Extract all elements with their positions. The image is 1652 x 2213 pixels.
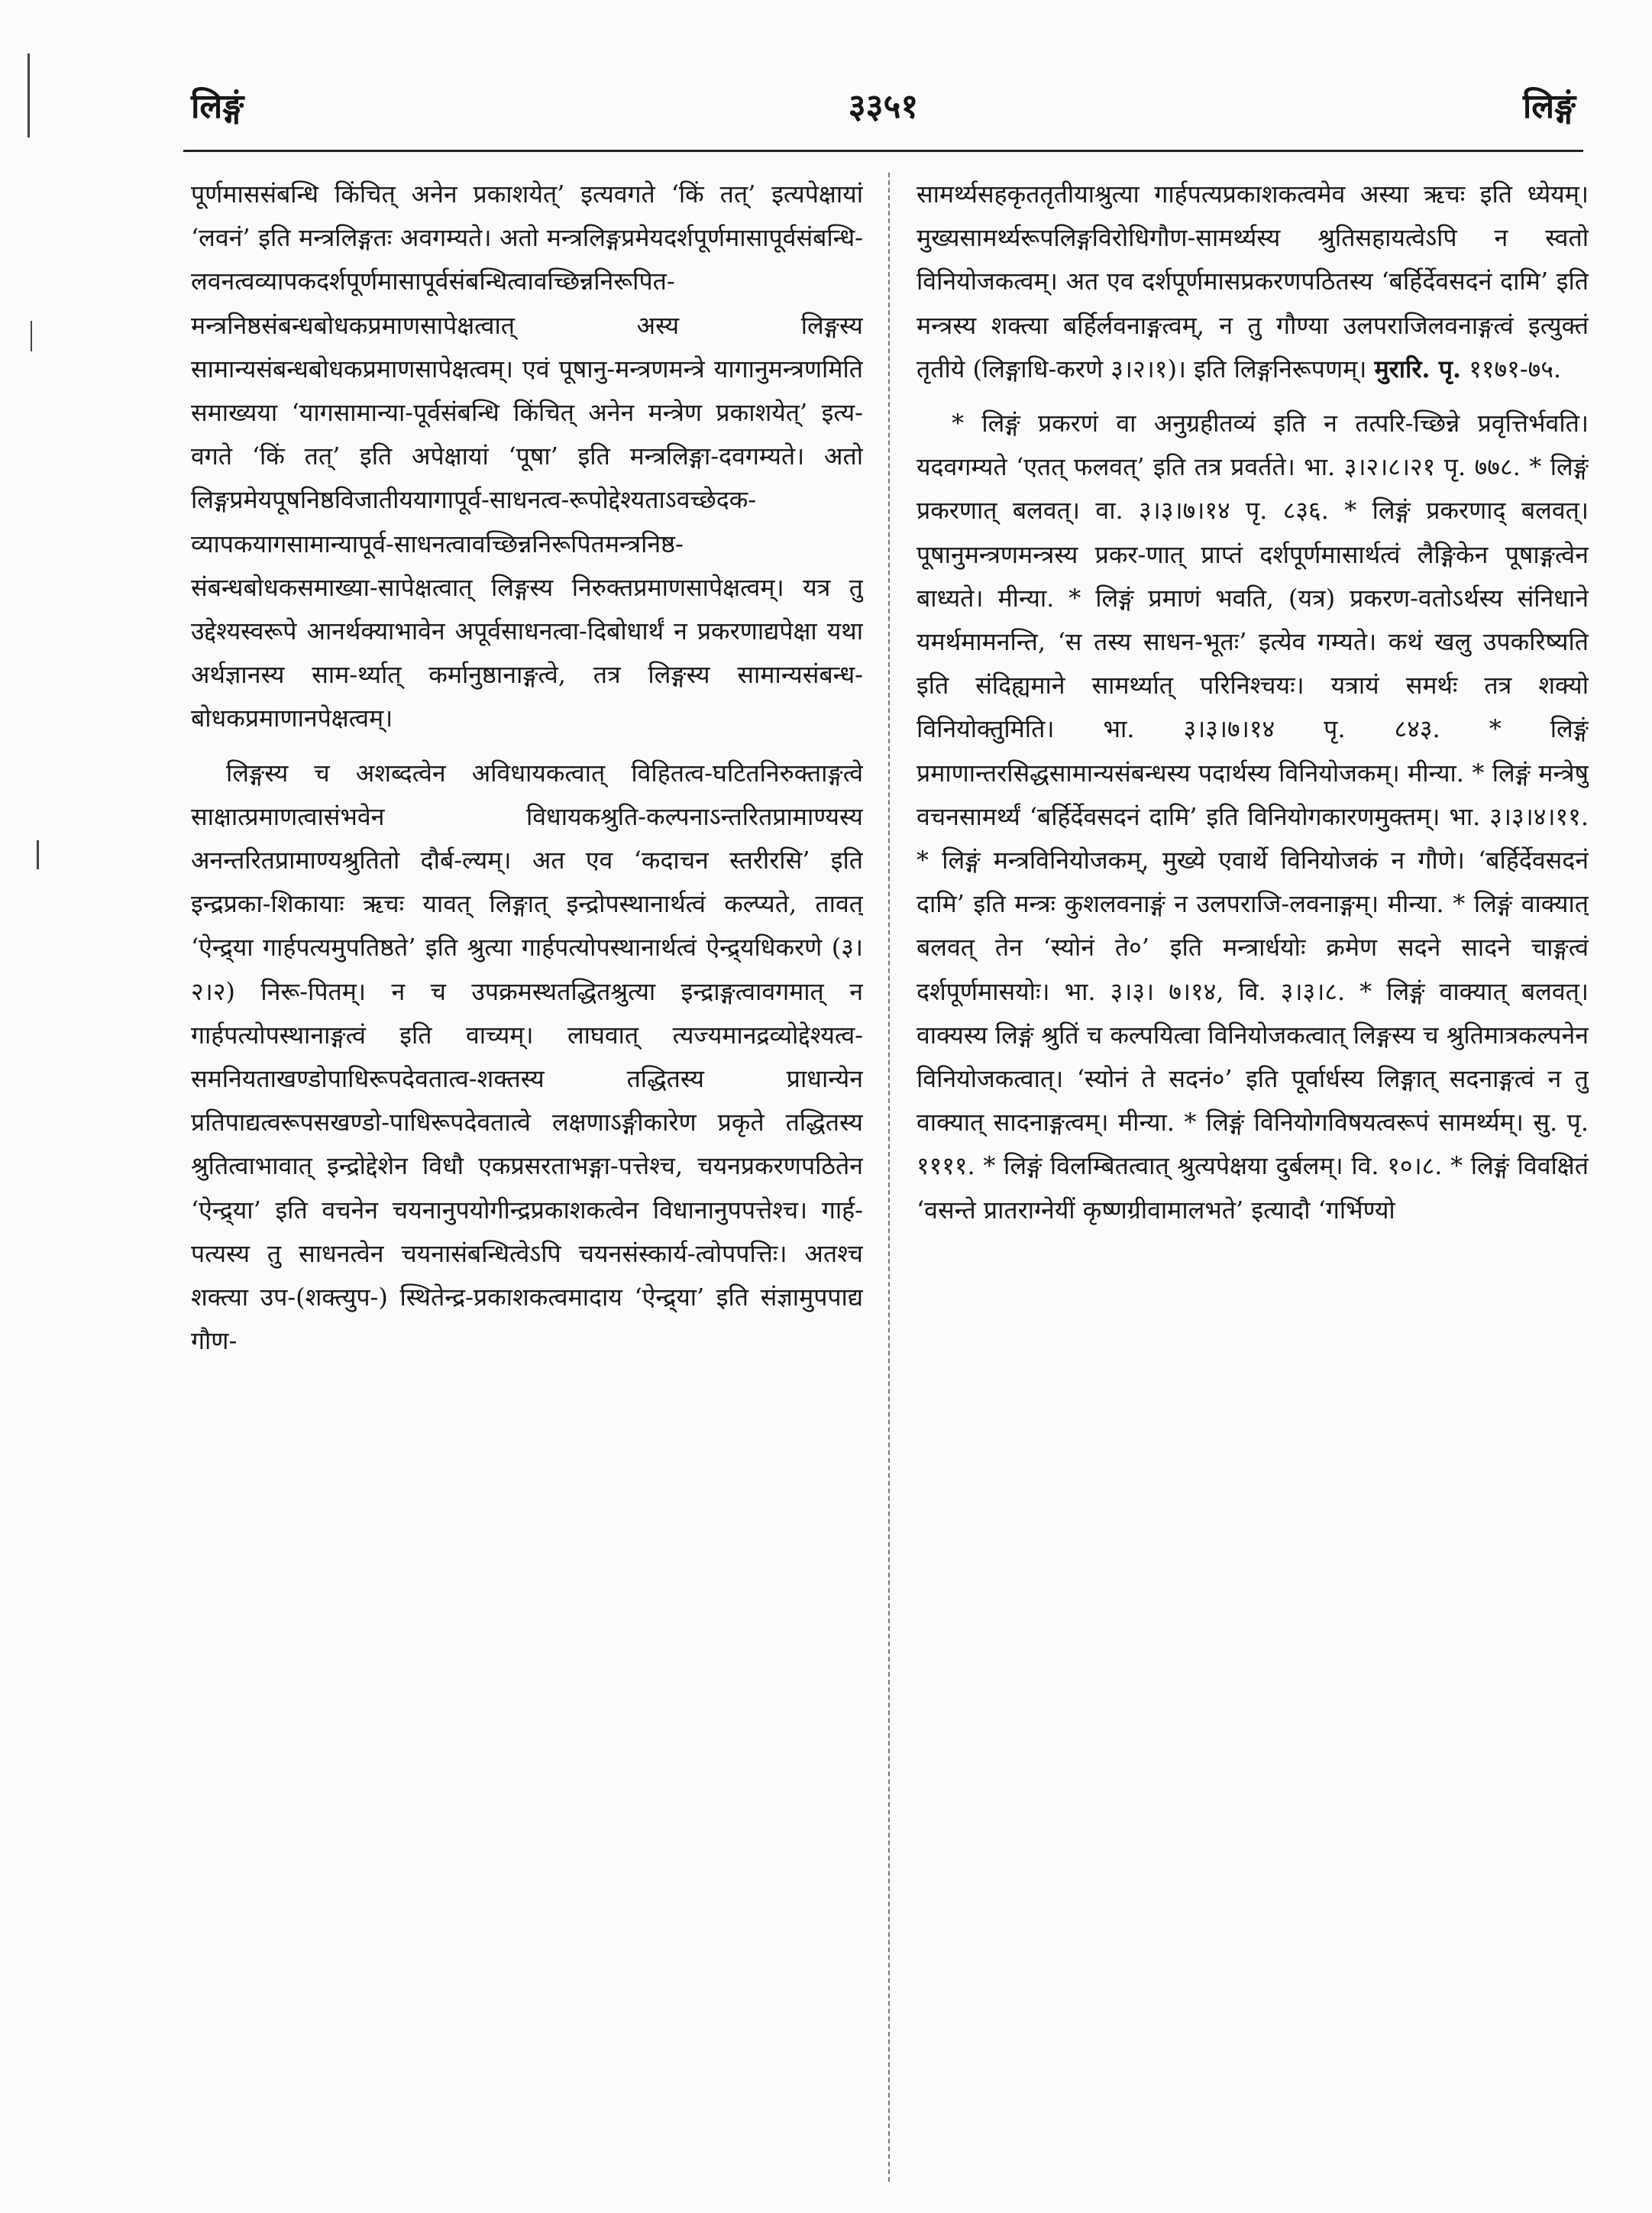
header-keyword-right: लिङ्गं	[1522, 87, 1576, 126]
scan-edge-mark-top	[27, 53, 30, 138]
right-paragraph-1	[917, 173, 1589, 391]
page-number: ३३५१	[848, 87, 919, 126]
right-paragraph-1-text: सामर्थ्यसहकृततृतीयाश्रुत्या गार्हपत्यप्रकाशकत्वमेव अस्या ऋचः इति ध्येयम्। मुख्यसामर्थ्यरूपलिङ्गविरोधिगौण-सामर्थ्यस्य श्रुतिसहायत्वेऽपि न स्वतो विनियोजकत्वम्। अत एव दर्शपूर्णमासप्रकरणपठितस्य ‘बर्हिर्देवसदनं दामि’ इति मन्त्रस्य शक्त्या बर्हिर्लवनाङ्गत्वम्, न तु गौण्या उलपराजिलवनाङ्गत्वं इत्युक्तं तृतीये (लिङ्गाधि-करणे ३।२।१)। इति लिङ्गनिरूपणम्।	[917, 180, 1589, 383]
header-keyword-left: लिङ्गं	[191, 87, 244, 126]
left-paragraph-2: लिङ्गस्य च अशब्दत्वेन अविधायकत्वात् विहितत्व-घटितनिरुक्ताङ्गत्वे साक्षात्प्रमाणत्वासंभवेन विधायकश्रुति-कल्पनाऽन्तरितप्रामाण्यस्य अनन्तरितप्रामाण्यश्रुतितो दौर्ब-ल्यम्। अत एव ‘कदाचन स्तरीरसि’ इति इन्द्रप्रका-शिकायाः ऋचः यावत् लिङ्गात् इन्द्रोपस्थानार्थत्वं कल्प्यते, तावत् ‘ऐन्द्र्या गार्हपत्यमुपतिष्ठते’ इति श्रुत्या गार्हपत्योपस्थानार्थत्वं ऐन्द्र्यधिकरणे (३।२।२) निरू-पितम्। न च उपक्रमस्थतद्धितश्रुत्या इन्द्राङ्गत्वावगमात् न गार्हपत्योपस्थानाङ्गत्वं इति वाच्यम्। लाघवात् त्यज्यमानद्रव्योद्देश्यत्व-समनियताखण्डोपाधिरूपदेवतात्व-शक्तस्य तद्धितस्य प्राधान्येन प्रतिपाद्यत्वरूपसखण्डो-पाधिरूपदेवतात्वे लक्षणाऽङ्गीकारेण प्रकृते तद्धितस्य श्रुतित्वाभावात् इन्द्रोद्देशेन विधौ एकप्रसरताभङ्गा-पत्तेश्च, चयनप्रकरणपठितेन ‘ऐन्द्र्या’ इति वचनेन चयनानुपयोगीन्द्रप्रकाशकत्वेन विधानानुपपत्तेश्च। गार्ह-पत्यस्य तु साधनत्वेन चयनासंबन्धित्वेऽपि चयनसंस्कार्य-त्वोपपत्तिः। अतश्च शक्त्या उप-(शक्त्युप-) स्थितेन्द्र-प्रकाशकत्वमादाय ‘ऐन्द्र्या’ इति संज्ञामुपपाद्य गौण-	[191, 758, 863, 1356]
source-pages: ११७१-७५.	[1469, 354, 1562, 383]
scan-edge-mark-low	[37, 840, 39, 869]
right-paragraph-2: * लिङ्गं प्रकरणं वा अनुग्रहीतव्यं इति न तत्परि-च्छिन्ने प्रवृत्तिर्भवति। यदवगम्यते ‘एतत् फलवत्’ इति तत्र प्रवर्तते। भा. ३।२।८।२१ पृ. ७७८. * लिङ्गं प्रकरणात् बलवत्। वा. ३।३।७।१४ पृ. ८३६. * लिङ्गं प्रकरणाद् बलवत्। पूषानुमन्त्रणमन्त्रस्य प्रकर-णात् प्राप्तं दर्शपूर्णमासार्थत्वं लैङ्गिकेन पूषाङ्गत्वेन बाध्यते। मीन्या. * लिङ्गं प्रमाणं भवति, (यत्र) प्रकरण-वतोऽर्थस्य संनिधाने यमर्थमामनन्ति, ‘स तस्य साधन-भूतः’ इत्येव गम्यते। कथं खलु उपकरिष्यति इति संदिह्यमाने सामर्थ्यात् परिनिश्चयः। यत्रायं समर्थः तत्र शक्यो विनियोक्तुमिति। भा. ३।३।७।१४ पृ. ८४३. * लिङ्गं प्रमाणान्तरसिद्धसामान्यसंबन्धस्य पदार्थस्य विनियोजकम्। मीन्या. * लिङ्गं मन्त्रेषु वचनसामर्थ्यं ‘बर्हिर्देवसदनं दामि’ इति विनियोगकारणमुक्तम्। भा. ३।३।४।११. * लिङ्गं मन्त्रविनियोजकम्, मुख्ये एवार्थे विनियोजकं न गौणे। ‘बर्हिर्देवसदनं दामि’ इति मन्त्रः कुशलवनाङ्गं न उलपराजि-लवनाङ्गम्। मीन्या. * लिङ्गं वाक्यात् बलवत् तेन ‘स्योनं ते०’ इति मन्त्रार्धयोः क्रमेण सदने सादने चाङ्गत्वं दर्शपूर्णमासयोः। भा. ३।३। ७।१४, वि. ३।३।८. * लिङ्गं वाक्यात् बलवत्। वाक्यस्य लिङ्गं श्रुतिं च कल्पयित्वा विनियोजकत्वात् लिङ्गस्य च श्रुतिमात्रकल्पनेन विनियोजकत्वात्। ‘स्योनं ते सदनं०’ इति पूर्वार्धस्य लिङ्गात् सदनाङ्गत्वं न तु वाक्यात् सादनाङ्गत्वम्। मीन्या. * लिङ्गं विनियोगविषयत्वरूपं सामर्थ्यम्। सु. पृ. ११११. * लिङ्गं विलम्बितत्वात् श्रुत्यपेक्षया दुर्बलम्। वि. १०।८. * लिङ्गं विवक्षितं ‘वसन्ते प्रातराग्नेयीं कृष्णग्रीवामालभते’ इत्यादौ ‘गर्भिण्यो	[917, 409, 1589, 1225]
column-divider	[888, 173, 890, 2182]
left-paragraph-1: पूर्णमाससंबन्धि किंचित् अनेन प्रकाशयेत्’ इत्यवगते ‘किं तत्’ इत्यपेक्षायां ‘लवनं’ इति मन्त्रलिङ्गतः अवगम्यते। अतो मन्त्रलिङ्गप्रमेयदर्शपूर्णमासापूर्वसंबन्धि-लवनत्वव्यापकदर्शपूर्णमासापूर्वसंबन्धित्वावच्छिन्ननिरूपित-मन्त्रनिष्ठसंबन्धबोधकप्रमाणसापेक्षत्वात् अस्य लिङ्गस्य सामान्यसंबन्धबोधकप्रमाणसापेक्षत्वम्। एवं पूषानु-मन्त्रणमन्त्रे यागानुमन्त्रणमिति समाख्यया ‘यागसामान्या-पूर्वसंबन्धि किंचित् अनेन मन्त्रेण प्रकाशयेत्’ इत्य-वगते ‘किं तत्’ इति अपेक्षायां ‘पूषा’ इति मन्त्रलिङ्गा-दवगम्यते। अतो लिङ्गप्रमेयपूषनिष्ठविजातीययागापूर्व-साधनत्व-रूपोद्देश्यताऽवच्छेदक-व्यापकयागसामान्यापूर्व-साधनत्वावच्छिन्ननिरूपितमन्त्रनिष्ठ-संबन्धबोधकसमाख्या-सापेक्षत्वात् लिङ्गस्य निरुक्तप्रमाणसापेक्षत्वम्। यत्र तु उद्देश्यस्वरूपे आनर्थक्याभावेन अपूर्वसाधनत्वा-दिबोधार्थं न प्रकरणाद्यपेक्षा यथा अर्थज्ञानस्य साम-र्थ्यात् कर्मानुष्ठानाङ्गत्वे, तत्र लिङ्गस्य सामान्यसंबन्ध-बोधकप्रमाणानपेक्षत्वम्।	[191, 180, 863, 733]
running-header	[183, 76, 1583, 138]
right-column	[917, 173, 1589, 2189]
scan-edge-mark-mid	[31, 321, 32, 351]
header-rule	[183, 150, 1583, 152]
source-citation: मुरारि. पृ.	[1374, 354, 1462, 383]
left-column	[191, 173, 863, 2189]
